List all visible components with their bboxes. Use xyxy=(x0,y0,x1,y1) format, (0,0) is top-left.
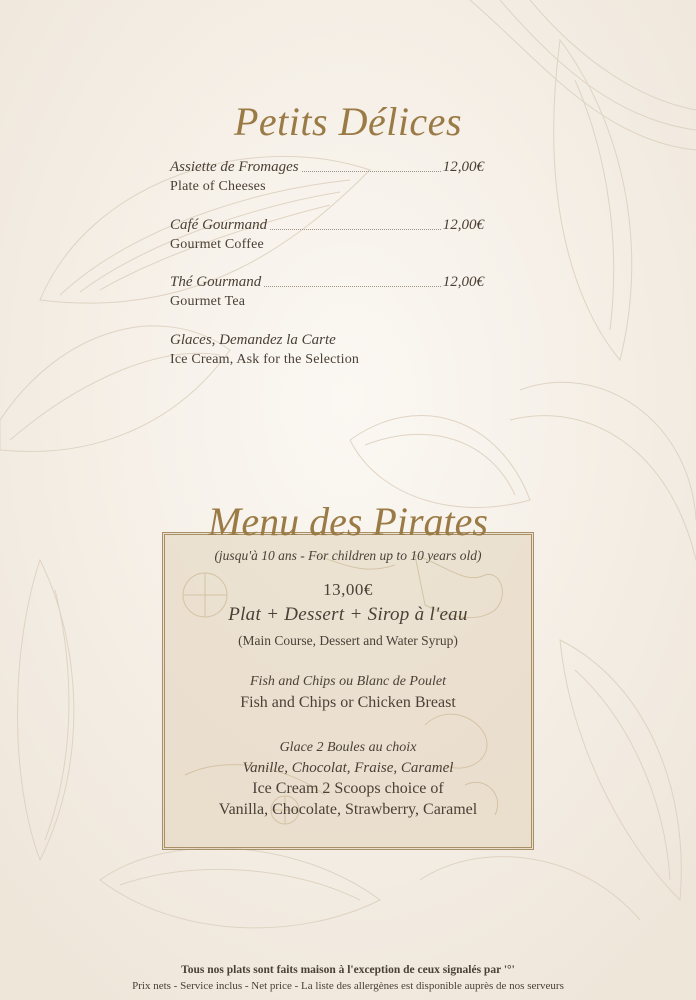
age-note: (jusqu'à 10 ans - For children up to 10 years old) xyxy=(214,548,482,563)
dot-leader xyxy=(270,229,441,230)
item-name-fr: Assiette de Fromages xyxy=(170,159,299,175)
menu-item xyxy=(170,273,484,310)
dessert-en-line1: Ice Cream 2 Scoops choice of xyxy=(252,780,444,797)
dessert-en-line2: Vanilla, Chocolate, Strawberry, Caramel xyxy=(218,801,478,818)
item-name-en: Gourmet Coffee xyxy=(170,237,264,252)
section-title-menu-pirates: Menu des Pirates xyxy=(208,499,488,544)
footer-price-note: Prix nets - Service inclus - Net price - La liste des allergènes est disponible auprès de nos serveurs xyxy=(132,980,564,992)
formula-en: (Main Course, Dessert and Water Syrup) xyxy=(238,633,458,648)
main-course-fr: Fish and Chips ou Blanc de Poulet xyxy=(250,674,446,689)
menu-price: 13,00€ xyxy=(323,580,373,599)
item-name-fr: Glaces, Demandez la Carte xyxy=(170,332,336,348)
item-name-en: Plate of Cheeses xyxy=(170,179,266,194)
footer-homemade-note: Tous nos plats sont faits maison à l'exception de ceux signalés par '°' xyxy=(181,964,515,976)
item-price: 12,00€ xyxy=(442,217,484,233)
formula-fr: Plat + Dessert + Sirop à l'eau xyxy=(228,604,468,625)
item-price: 12,00€ xyxy=(442,159,484,175)
item-price: 12,00€ xyxy=(442,274,484,290)
menu-item xyxy=(170,216,484,253)
item-name-en: Gourmet Tea xyxy=(170,294,246,309)
item-name-fr: Thé Gourmand xyxy=(170,274,262,290)
item-name-fr: Café Gourmand xyxy=(170,217,268,233)
menu-item xyxy=(170,331,484,368)
section-title-petits-delices: Petits Délices xyxy=(233,99,463,144)
dot-leader xyxy=(302,171,441,172)
dot-leader xyxy=(264,286,440,287)
menu-item xyxy=(170,158,484,195)
dessert-fr-line1: Glace 2 Boules au choix xyxy=(279,740,417,755)
item-name-en: Ice Cream, Ask for the Selection xyxy=(170,352,360,367)
main-course-en: Fish and Chips or Chicken Breast xyxy=(240,694,456,711)
dessert-fr-line2: Vanille, Chocolat, Fraise, Caramel xyxy=(242,760,454,776)
